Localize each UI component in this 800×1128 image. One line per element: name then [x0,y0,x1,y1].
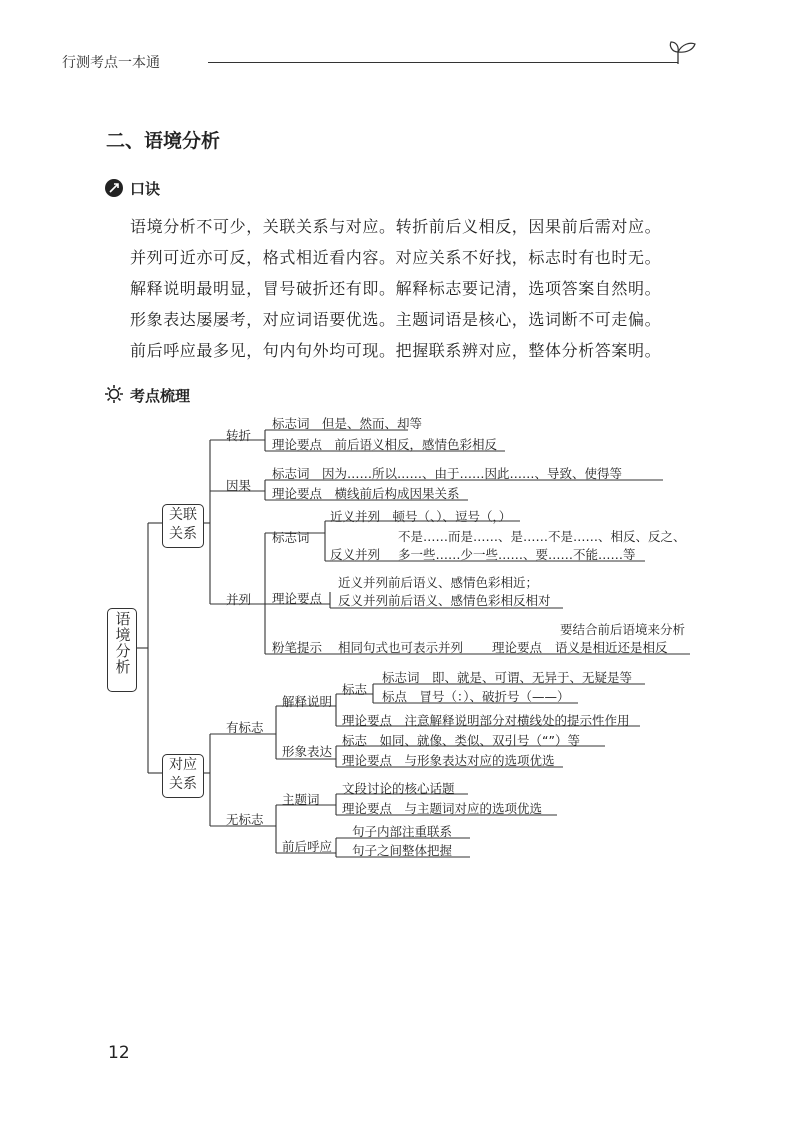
mnemonic-line: 前后呼应最多见，句内句外均可现。把握联系辨对应，整体分析答案明。 [130,341,662,360]
leaf-fenbi-lilun-2: 语义是相近还是相反 [555,640,668,655]
node-js-biaozhi: 标志 [342,682,368,697]
outline-heading: 考点梳理 [130,387,191,405]
page-number: 12 [108,1043,130,1063]
leaf-fenbi-text: 相同句式也可表示并列 [338,640,464,655]
leaf-zt-lilun: 理论要点 与主题词对应的选项优选 [342,801,543,816]
mnemonic-heading: 口诀 [130,180,161,198]
running-header: 行测考点一本通 [62,55,160,71]
leaf-bl-lilun-2: 反义并列前后语义、感情色彩相反相对 [338,593,551,608]
node-bl-lilun: 理论要点 [272,591,323,606]
node-qianhou: 前后呼应 [282,839,333,854]
node-jieshi: 解释说明 [282,694,333,709]
node-yinguo: 因果 [226,478,252,493]
leaf-zz-biaozhici: 标志词 但是、然而、却等 [272,416,423,431]
node-fenbi-tip: 粉笔提示 [272,640,323,655]
node-wubiaozhi: 无标志 [226,812,264,827]
mnemonic-line: 并列可近亦可反，格式相近看内容。对应关系不好找，标志时有也时无。 [130,248,662,267]
leaf-bl-fanyi-label: 反义并列 [330,547,381,562]
node-youbiaozhi: 有标志 [226,720,264,735]
node-zhuti: 主题词 [282,792,320,807]
branch-guanlian: 关联关系 [162,504,204,548]
branch-duiying: 对应关系 [162,754,204,798]
root-node: 语境分析 [113,611,132,675]
root-node-box [107,608,137,692]
node-bl-biaozhici: 标志词 [272,530,310,545]
leaf-yg-lilun: 理论要点 横线前后构成因果关系 [272,486,460,501]
leaf-bl-jinyi: 近义并列 顿号（、）、逗号（，） [330,509,512,524]
leaf-fenbi-lilun-label: 理论要点 [492,640,543,655]
leaf-js-lilun: 理论要点 注意解释说明部分对横线处的提示性作用 [342,713,630,728]
node-zhuanzhe: 转折 [226,428,252,443]
leaf-bl-lilun-1: 近义并列前后语义、感情色彩相近； [338,575,539,590]
section-title: 二、语境分析 [106,130,221,152]
leaf-qh-2: 句子之间整体把握 [352,843,453,858]
leaf-yg-biaozhici: 标志词 因为……所以……、由于……因此……、导致、使得等 [272,466,623,481]
leaf-xx-biaozhi: 标志 如同、就像、类似、双引号（“”）等 [342,733,580,748]
leaf-js-biaodian: 标点 冒号（：）、破折号（——） [382,689,570,704]
mnemonic-line: 形象表达屡屡考，对应词语要优选。主题词语是核心，选词断不可走偏。 [130,310,662,329]
node-binglie: 并列 [226,592,252,607]
leaf-bl-fanyi-2: 多一些……少一些……、要……不能……等 [398,547,636,562]
leaf-bl-fanyi-1: 不是……而是……、是……不是……、相反、反之、 [398,529,686,544]
leaf-fenbi-lilun-1: 要结合前后语境来分析 [560,622,686,637]
leaf-js-biaozhici: 标志词 即、就是、可谓、无异于、无疑是等 [382,670,633,685]
mnemonic-line: 语境分析不可少，关联关系与对应。转折前后义相反，因果前后需对应。 [130,217,662,236]
leaf-zz-lilun: 理论要点 前后语义相反，感情色彩相反 [272,437,498,452]
leaf-qh-1: 句子内部注重联系 [352,824,453,839]
leaf-zt-1: 文段讨论的核心话题 [342,781,455,796]
node-xingxiang: 形象表达 [282,744,333,759]
leaf-xx-lilun: 理论要点 与形象表达对应的选项优选 [342,753,555,768]
mnemonic-line: 解释说明最明显，冒号破折还有即。解释标志要记清，选项答案自然明。 [130,279,662,298]
